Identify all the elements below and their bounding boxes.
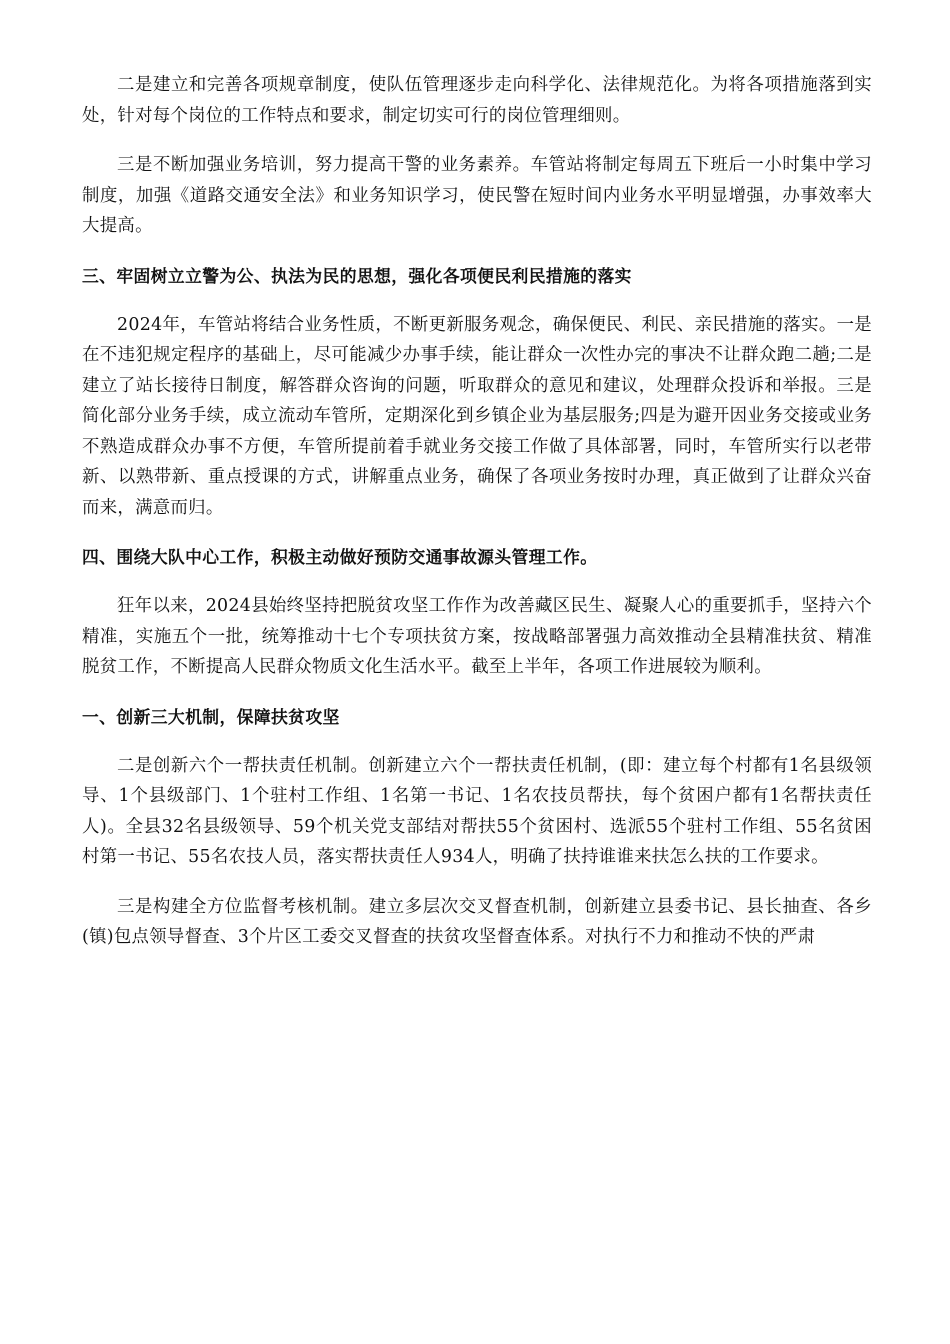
paragraph-convenience-measures: 2024年，车管站将结合业务性质，不断更新服务观念，确保便民、利民、亲民措施的落实。一是在不违犯规定程序的基础上，尽可能减少办事手续，能让群众一次性办完的事决不让群众跑二趟;二是建立了站长接待日制度，解答群众咨询的问题，听取群众的意见和建议，处理群众投诉和举报。三是简化部分业务手续，成立流动车管所，定期深化到乡镇企业为基层服务;四是为避开因业务交接或业务不熟造成群众办事不方便，车管所提前着手就业务交接工作做了具体部署，同时，车管所实行以老带新、以熟带新、重点授课的方式，讲解重点业务，确保了各项业务按时办理，真正做到了让群众兴奋而来，满意而归。: [82, 314, 872, 518]
paragraph-training: 三是不断加强业务培训，努力提高干警的业务素养。车管站将制定每周五下班后一小时集中学习制度，加强《道路交通安全法》和业务知识学习，使民警在短时间内业务水平明显增强，办事效率大大提高。: [82, 155, 872, 236]
heading-mechanisms: 一、创新三大机制，保障扶贫攻坚: [82, 706, 340, 727]
paragraph-poverty-overview: 狂年以来，2024县始终坚持把脱贫攻坚工作作为改善藏区民生、凝聚人心的重要抓手，坚持六个精准，实施五个一批，统筹推动十七个专项扶贫方案，按战略部署强力高效推动全县精准扶贫、精准脱贫工作，不断提高人民群众物质文化生活水平。截至上半年，各项工作进展较为顺利。: [82, 596, 872, 677]
heading-section-4: 四、围绕大队中心工作，积极主动做好预防交通事故源头管理工作。: [82, 547, 598, 567]
paragraph-supervision-mechanism: 三是构建全方位监督考核机制。建立多层次交叉督查机制，创新建立县委书记、县长抽查、各乡(镇)包点领导督查、3个片区工委交叉督查的扶贫攻坚督查体系。对执行不力和推动不快的严肃: [82, 896, 872, 947]
heading-section-3: 三、牢固树立立警为公、执法为民的思想，强化各项便民利民措施的落实: [82, 265, 632, 286]
document-page: [82, 70, 872, 972]
paragraph-responsibility-mechanism: 二是创新六个一帮扶责任机制。创新建立六个一帮扶责任机制，(即：建立每个村都有1名县级领导、1个县级部门、1个驻村工作组、1名第一书记、1名农技员帮扶，每个贫困户都有1名帮扶责任人)。全县32名县级领导、59个机关党支部结对帮扶55个贫困村、选派55个驻村工作组、55名贫困村第一书记、55名农技人员，落实帮扶责任人934人，明确了扶持谁谁来扶怎么扶的工作要求。: [82, 755, 872, 867]
paragraph-regulations: 二是建立和完善各项规章制度，使队伍管理逐步走向科学化、法律规范化。为将各项措施落到实处，针对每个岗位的工作特点和要求，制定切实可行的岗位管理细则。: [82, 75, 872, 126]
